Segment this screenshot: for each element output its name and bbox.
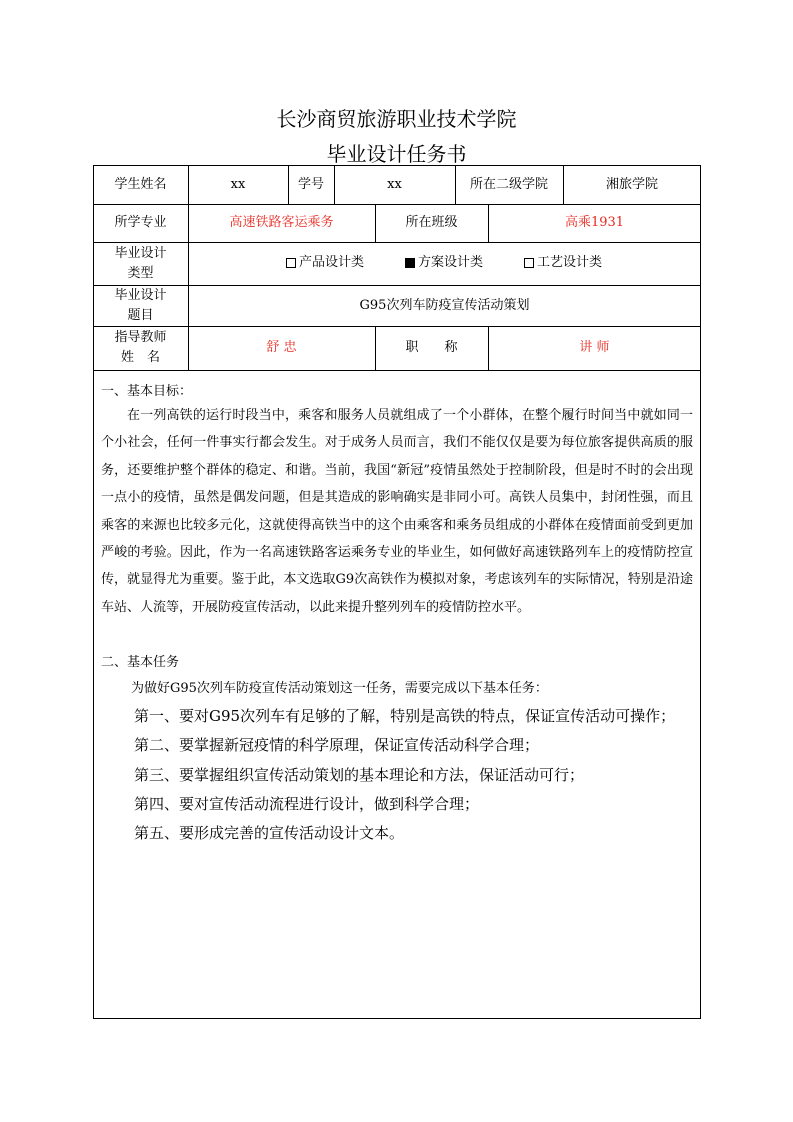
checked-box-icon[interactable] <box>405 258 415 268</box>
task-item: 第三、要掌握组织宣传活动策划的基本理论和方法，保证活动可行； <box>134 766 585 784</box>
advisor-label-line1: 指导教师 <box>114 330 167 345</box>
task-item: 第五、要形成完善的宣传活动设计文本。 <box>134 824 405 842</box>
major-value: 高速铁路客运乘务 <box>229 215 334 230</box>
section-task-heading: 二、基本任务 <box>101 655 180 670</box>
section-task-intro: 为做好G95次列车防疫宣传活动策划这一任务，需要完成以下基本任务： <box>131 681 548 696</box>
student-id-value: xx <box>387 176 402 192</box>
student-name-label: 学生姓名 <box>114 176 167 192</box>
design-type-label <box>93 242 188 285</box>
college-label: 所在二级学院 <box>469 176 548 192</box>
document-title: 毕业设计任务书 <box>326 142 467 166</box>
section-goal-paragraph: 在一列高铁的运行时段当中，乘客和服务人员就组成了一个小群体，在整个履行时间当中就如同一个小社会，任何一件事实行都会发生。对于成务人员而言，我们不能仅仅是要为每位旅客提供高质的服务，还要维护整个群体的稳定、和谐。当前，我国“新冠”疫情虽然处于控制阶段，但是时不时的会出现一点小的疫情，虽然是偶发问题，但是其造成的影响确实是非同小可。高铁人员集中，封闭性强，而且乘客的来源也比较多元化，这就使得高铁当中的这个由乘客和乘务员组成的小群体在疫情面前受到更加严峻的考验。因此，作为一名高速铁路客运乘务专业的毕业生，如何做好高速铁路列车上的疫情防控宣传，就显得尤为重要。鉴于此，本文选取G9次高铁作为模拟对象，考虑该列车的实际情况，特别是沿途车站、人流等，开展防疫宣传活动，以此来提升整列列车的疫情防控水平。 <box>101 408 693 615</box>
task-item: 第一、要对G95次列车有足够的了解，特别是高铁的特点，保证宣传活动可操作； <box>134 707 676 725</box>
type-option-label: 工艺设计类 <box>537 255 603 270</box>
major-label: 所学专业 <box>114 215 167 230</box>
class-label: 所在班级 <box>405 215 458 230</box>
design-type-label-line1: 毕业设计 <box>114 245 167 261</box>
school-name: 长沙商贸旅游职业技术学院 <box>276 107 517 131</box>
type-option-plan[interactable] <box>405 254 483 272</box>
advisor-label-line2: 姓 名 <box>120 350 160 365</box>
section-goal-heading: 一、基本目标： <box>101 384 193 399</box>
row-divider <box>93 370 701 371</box>
type-option-label: 产品设计类 <box>299 255 365 270</box>
type-option-process[interactable] <box>524 254 602 272</box>
class-value: 高乘1931 <box>564 215 625 230</box>
advisor-label <box>93 326 188 370</box>
advisor-value: 舒 忠 <box>266 340 297 355</box>
topic-label <box>93 285 188 326</box>
task-item: 第二、要掌握新冠疫情的科学原理，保证宣传活动科学合理； <box>134 736 540 754</box>
student-name-value: xx <box>230 176 246 192</box>
advisor-title-value: 讲 师 <box>579 340 610 355</box>
topic-label-line2: 题目 <box>127 307 154 323</box>
checkbox-icon[interactable] <box>286 258 296 268</box>
topic-label-line1: 毕业设计 <box>114 287 167 303</box>
type-option-label: 方案设计类 <box>418 255 484 270</box>
design-type-label-line2: 类型 <box>127 265 154 281</box>
student-id-label: 学号 <box>297 176 324 192</box>
topic-value: G95次列车防疫宣传活动策划 <box>359 297 530 313</box>
task-item: 第四、要对宣传活动流程进行设计，做到科学合理； <box>134 795 480 813</box>
title-label: 职 称 <box>405 340 458 355</box>
checkbox-icon[interactable] <box>524 258 534 268</box>
type-option-product[interactable] <box>286 254 364 272</box>
college-value: 湘旅学院 <box>605 176 658 192</box>
